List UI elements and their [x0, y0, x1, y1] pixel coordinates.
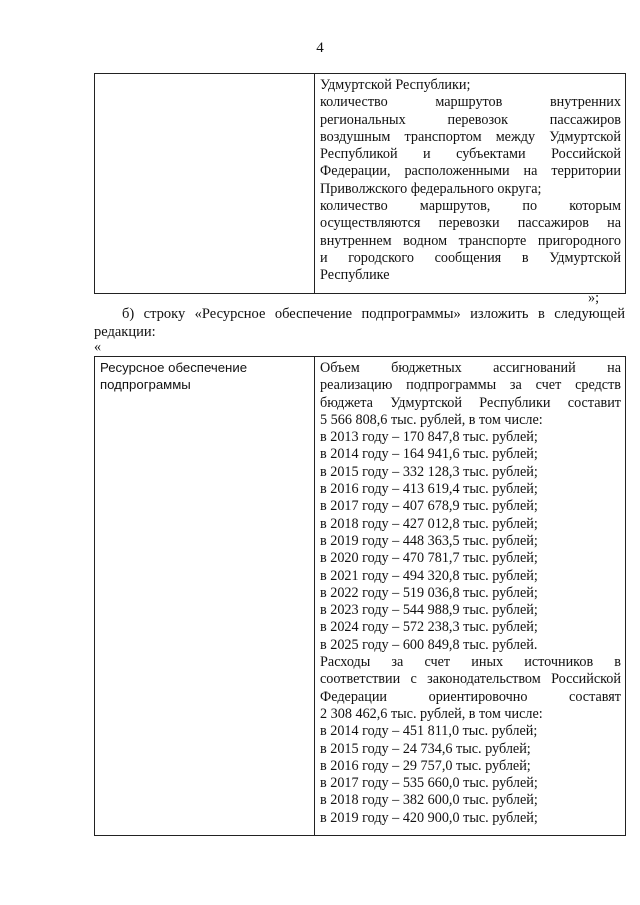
- text-line: региональных перевозок пассажиров: [320, 111, 621, 128]
- table-cell-right: [315, 357, 626, 836]
- text-line: в 2020 году – 470 781,7 тыс. рублей;: [320, 550, 538, 567]
- text-line: 5 566 808,6 тыс. рублей, в том числе:: [320, 411, 543, 428]
- text-line: количество маршрутов, по которым: [320, 198, 621, 215]
- table-continuation: [94, 73, 626, 294]
- text-line: в 2016 году – 413 619,4 тыс. рублей;: [320, 481, 538, 498]
- text-line: 2 308 462,6 тыс. рублей, в том числе:: [320, 705, 543, 722]
- text-line: воздушным транспортом между Удмуртской: [320, 128, 621, 145]
- text-line: в 2025 году – 600 849,8 тыс. рублей.: [320, 636, 538, 653]
- text-line: Федерации ориентировочно составят: [320, 688, 621, 705]
- text-line: Республикой и субъектами Российской: [320, 146, 621, 163]
- text-line: в 2019 году – 420 900,0 тыс. рублей;: [320, 809, 538, 826]
- text-line: Республике: [320, 267, 390, 284]
- text-line: осуществляются перевозки пассажиров на: [320, 215, 621, 232]
- table-cell-right: [315, 74, 626, 294]
- text-line: в 2017 году – 407 678,9 тыс. рублей;: [320, 498, 538, 515]
- text-line: в 2015 году – 24 734,6 тыс. рублей;: [320, 740, 531, 757]
- text-line: реализацию подпрограммы за счет средств: [320, 377, 621, 394]
- text-line: в 2022 году – 519 036,8 тыс. рублей;: [320, 584, 538, 601]
- text-line: в 2017 году – 535 660,0 тыс. рублей;: [320, 775, 538, 792]
- resource-table: [94, 356, 626, 836]
- text-line: в 2013 году – 170 847,8 тыс. рублей;: [320, 429, 538, 446]
- funding-list: [320, 359, 621, 827]
- text-line: в 2018 году – 427 012,8 тыс. рублей;: [320, 515, 538, 532]
- text-line: в 2014 году – 451 811,0 тыс. рублей;: [320, 723, 538, 740]
- table-cell-left: [95, 357, 315, 836]
- opening-quote: «: [94, 339, 102, 355]
- text-line: в 2023 году – 544 988,9 тыс. рублей;: [320, 602, 538, 619]
- table-row: [95, 74, 626, 294]
- table-row: [95, 357, 626, 836]
- paragraph-line: редакции:: [94, 323, 156, 340]
- row-title-line: Ресурсное обеспечение: [100, 360, 248, 375]
- paragraph-line: б) строку «Ресурсное обеспечение подпрограммы» изложить в следующей: [122, 306, 625, 322]
- text-line: в 2015 году – 332 128,3 тыс. рублей;: [320, 463, 538, 480]
- text-line: количество маршрутов внутренних: [320, 94, 621, 111]
- text-line: в 2014 году – 164 941,6 тыс. рублей;: [320, 446, 538, 463]
- table-cell-left-empty: [95, 74, 315, 294]
- page-number: 4: [316, 40, 324, 56]
- text-line: Удмуртской Республики;: [320, 77, 471, 93]
- text-line: в 2021 году – 494 320,8 тыс. рублей;: [320, 567, 538, 584]
- text-line: в 2024 году – 572 238,3 тыс. рублей;: [320, 619, 538, 636]
- text-line: в 2019 году – 448 363,5 тыс. рублей;: [320, 532, 538, 549]
- text-line: Расходы за счет иных источников в: [320, 654, 621, 671]
- indicator-list: [320, 76, 621, 285]
- amendment-paragraph: [94, 306, 625, 341]
- text-line: Объем бюджетных ассигнований на: [320, 360, 621, 376]
- text-line: в 2018 году – 382 600,0 тыс. рублей;: [320, 792, 538, 809]
- closing-quote: »;: [588, 290, 600, 306]
- text-line: и городского сообщения в Удмуртской: [320, 249, 621, 266]
- text-line: внутреннем водном транспорте пригородного: [320, 232, 621, 249]
- text-line: бюджета Удмуртской Республики составит: [320, 394, 621, 411]
- text-line: в 2016 году – 29 757,0 тыс. рублей;: [320, 757, 531, 774]
- text-line: соответствии с законодательством Российской: [320, 671, 621, 688]
- row-title-line: подпрограммы: [100, 377, 191, 393]
- text-line: Приволжского федерального округа;: [320, 180, 542, 197]
- text-line: Федерации, расположенными на территории: [320, 163, 621, 180]
